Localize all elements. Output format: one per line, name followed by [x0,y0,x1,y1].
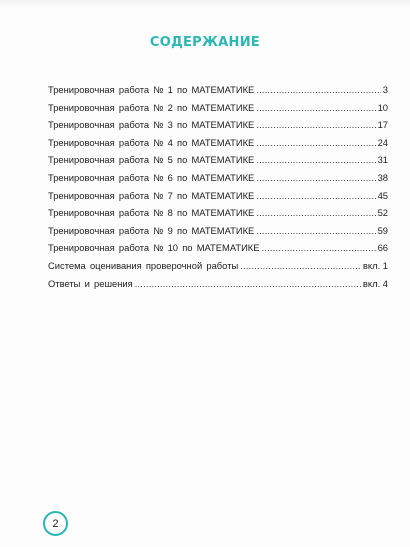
toc-entry-label: Тренировочная работа № 3 по МАТЕМАТИКЕ [48,119,255,131]
toc-entry-label: Тренировочная работа № 5 по МАТЕМАТИКЕ [48,154,255,166]
toc-entry-page: 38 [377,171,388,183]
toc-leader-dots [256,187,375,205]
toc-entry-label: Тренировочная работа № 10 по МАТЕМАТИКЕ [48,242,260,254]
table-of-contents [48,81,388,292]
toc-entry-page: 45 [377,189,388,201]
toc-entry-12 [48,275,388,293]
toc-entry-label: Тренировочная работа № 1 по МАТЕМАТИКЕ [48,84,255,95]
toc-entry-6 [48,169,388,187]
toc-entry-8 [48,204,388,222]
toc-leader-dots [135,275,361,293]
toc-entry-page: 10 [377,101,388,113]
toc-leader-dots [256,204,375,222]
toc-entry-3 [48,116,388,134]
toc-entry-page: вкл. 4 [362,277,388,289]
toc-leader-dots [256,116,375,134]
toc-entry-5 [48,151,388,169]
toc-entry-label: Тренировочная работа № 4 по МАТЕМАТИКЕ [48,136,255,148]
scan-edge-shadow [0,0,410,8]
toc-leader-dots [240,257,361,275]
toc-leader-dots [256,169,375,187]
toc-entry-label: Тренировочная работа № 2 по МАТЕМАТИКЕ [48,101,255,113]
toc-entry-4 [48,134,388,152]
toc-leader-dots [256,134,375,152]
toc-entry-page: 59 [377,224,388,236]
toc-leader-dots [256,151,375,169]
toc-entry-label: Тренировочная работа № 6 по МАТЕМАТИКЕ [48,171,255,183]
toc-entry-7 [48,187,388,205]
toc-entry-1 [48,81,388,99]
toc-entry-10 [48,239,388,257]
toc-title: СОДЕРЖАНИЕ [149,34,261,50]
toc-leader-dots [256,99,375,117]
toc-entry-page: 3 [382,84,388,95]
toc-entry-label: Тренировочная работа № 7 по МАТЕМАТИКЕ [48,189,255,201]
toc-entry-page: 17 [377,119,388,131]
toc-entry-label: Тренировочная работа № 9 по МАТЕМАТИКЕ [48,224,255,236]
toc-entry-9 [48,222,388,240]
toc-entry-page: 24 [377,136,388,148]
toc-entry-11 [48,257,388,275]
toc-entry-label: Система оценивания проверочной работы [48,259,239,271]
toc-entry-page: вкл. 1 [362,259,388,271]
toc-entry-label: Ответы и решения [48,277,133,289]
toc-leader-dots [256,222,375,240]
toc-leader-dots [262,239,376,257]
toc-entry-page: 66 [377,242,388,254]
toc-entry-label: Тренировочная работа № 8 по МАТЕМАТИКЕ [48,207,255,219]
page-number-badge: 2 [43,511,68,536]
toc-entry-2 [48,99,388,117]
toc-entry-page: 52 [377,207,388,219]
toc-entry-page: 31 [377,154,388,166]
toc-leader-dots [256,81,380,99]
